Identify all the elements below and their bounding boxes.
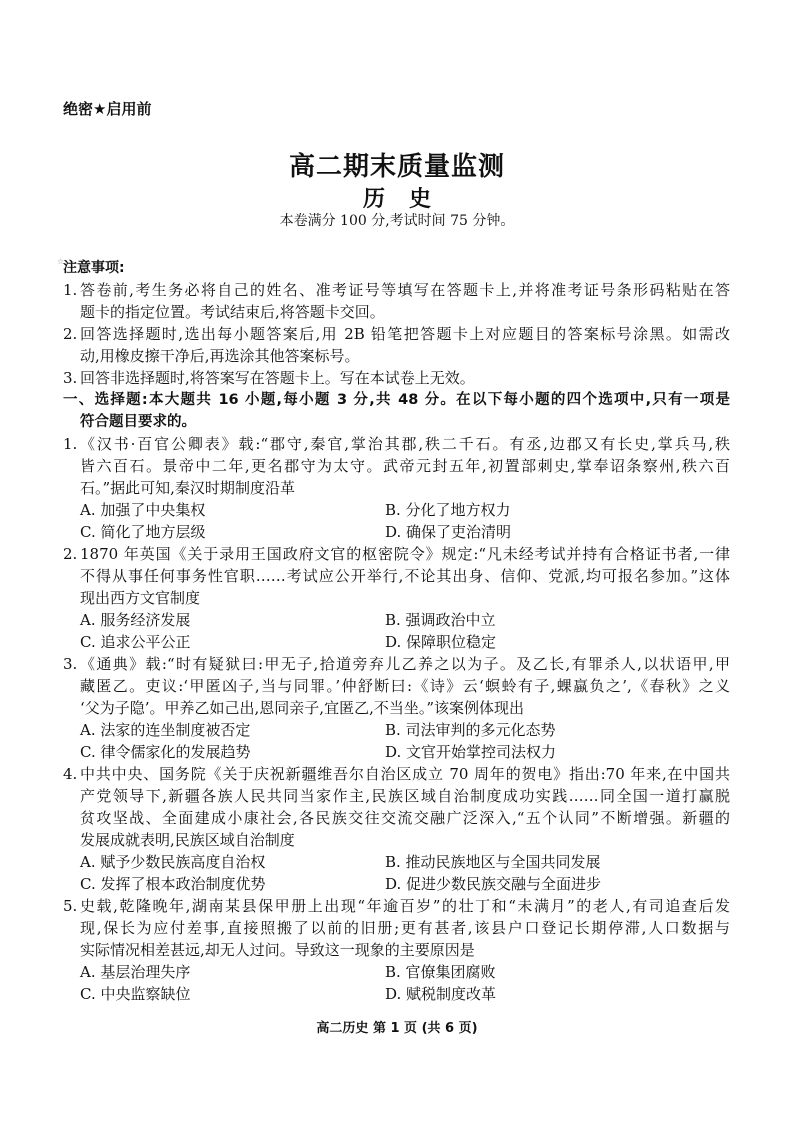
star-mark-icon: ☆ [57,257,65,266]
text-line: 藏匿乙。吏议:‘甲匿凶子,当与同罪。’仲舒断曰:《诗》云‘螟蛉有子,蜾蠃负之’,《春秋》之义 [80,677,730,695]
question-3 [63,653,730,763]
notice-list [63,279,730,389]
option-d: D. 促进少数民族交融与全面进步 [385,875,602,893]
question-list [63,433,730,1005]
text-line: 《汉书·百官公卿表》载:“郡守,秦官,掌治其郡,秩二千石。有丞,边郡又有长史,掌兵马,秩 [80,435,730,453]
text-line: 贫攻坚战、全面建成小康社会,各民族交往交流交融广泛深入,“五个认同”不断增强。新疆的 [80,809,730,827]
item-number: 2. [63,325,78,343]
text-line: 现出西方文官制度 [80,589,201,607]
text-line: 回答非选择题时,将答案写在答题卡上。写在本试卷上无效。 [80,369,475,387]
text-line: ‘父为子隐’。甲养乙如己出,恩同亲子,宜匿乙,不当坐。”该案例体现出 [80,699,525,717]
option-b: B. 分化了地方权力 [385,501,511,519]
option-d: D. 确保了吏治清明 [385,523,512,541]
option-b: B. 推动民族地区与全国共同发展 [385,853,601,871]
text-line: 回答选择题时,选出每小题答案后,用 2B 铅笔把答题卡上对应题目的答案标号涂黑。如需改 [80,325,730,343]
notice-item [63,323,730,367]
option-d: D. 文官开始掌控司法权力 [385,743,557,761]
option-c: C. 律令儒家化的发展趋势 [80,743,251,761]
item-number: 1. [63,281,78,299]
option-a: A. 赋予少数民族高度自治权 [80,853,266,871]
question-number: 4. [63,765,78,783]
text-line: 1870 年英国《关于录用王国政府文官的枢密院令》规定:“凡未经考试并持有合格证书者,一律 [80,545,730,563]
question-2 [63,543,730,653]
text-line: 史载,乾隆晚年,湖南某县保甲册上出现“年逾百岁”的壮丁和“未满月”的老人,有司追查后发 [80,897,730,915]
notice-title-text: 注意事项: [63,260,125,276]
text-line: 题卡的指定位置。考试结束后,将答题卡交回。 [80,303,385,321]
confidential-label: 绝密★启用前 [63,100,152,118]
question-1 [63,433,730,543]
text-line: 石。”据此可知,秦汉时期制度沿革 [80,479,295,497]
text-line: 产党领导下,新疆各族人民共同当家作主,民族区域自治制度成功实践……同全国一道打赢脱 [80,787,730,805]
option-b: B. 官僚集团腐败 [385,963,496,981]
options-grid [80,609,730,653]
option-d: D. 赋税制度改革 [385,985,497,1003]
exam-body [57,257,730,1005]
options-grid [80,961,730,1005]
question-number: 1. [63,435,78,453]
option-a: A. 法家的连坐制度被否定 [80,721,251,739]
options-grid [80,851,730,895]
exam-info: 本卷满分 100 分,考试时间 75 分钟。 [279,213,515,229]
text-line: 中共中央、国务院《关于庆祝新疆维吾尔自治区成立 70 周年的贺电》指出:70 年来,在中国共 [80,765,730,783]
option-c: C. 简化了地方层级 [80,523,206,541]
option-c: C. 追求公平公正 [80,633,191,651]
exam-title: 高二期末质量监测 [288,152,505,182]
option-b: B. 司法审判的多元化态势 [385,721,556,739]
question-number: 3. [63,655,78,673]
text-line: 实际情况相差甚远,却无人过问。导致这一现象的主要原因是 [80,941,475,959]
text-line: 《通典》载:“时有疑狱曰:甲无子,拾道旁弃儿乙养之以为子。及乙长,有罪杀人,以状语甲,甲 [80,655,730,673]
option-d: D. 保障职位稳定 [385,633,497,651]
page-footer: 高二历史 第 1 页 (共 6 页) [316,1021,478,1036]
options-grid [80,499,730,543]
option-a: A. 服务经济发展 [80,611,191,629]
option-b: B. 强调政治中立 [385,611,496,629]
subject-char: 历 [362,187,385,212]
text-line: 答卷前,考生务必将自己的姓名、准考证号等填写在答题卡上,并将准考证号条形码粘贴在答 [80,281,730,299]
option-c: C. 中央监察缺位 [80,985,191,1003]
question-number: 5. [63,897,78,915]
text-line: 发展成就表明,民族区域自治制度 [80,831,295,849]
text-line: 现,保长为应付差事,直接照搬了以前的旧册;更有甚者,该县户口登记长期停滞,人口数据与 [80,919,730,937]
notice-title [57,257,730,279]
text-line: 皆六百石。景帝中二年,更名郡守为太守。武帝元封五年,初置部刺史,掌奉诏条察州,秩六百 [80,457,730,475]
option-c: C. 发挥了根本政治制度优势 [80,875,266,893]
text-line: 动,用橡皮擦干净后,再选涂其他答案标号。 [80,347,360,365]
subject-char: 史 [409,187,432,212]
text-line: 不得从事任何事务性官职……考试应公开举行,不论其出身、信仰、党派,均可报名参加。”这体 [80,567,730,585]
option-a: A. 基层治理失序 [80,963,191,981]
question-number: 2. [63,545,78,563]
options-grid [80,719,730,763]
question-5 [63,895,730,1005]
notice-item [63,279,730,323]
section-heading [63,389,730,433]
option-a: A. 加强了中央集权 [80,501,206,519]
item-number: 3. [63,369,78,387]
subject-title [0,182,794,213]
question-4 [63,763,730,895]
text-line: 符合题目要求的。 [80,414,196,430]
notice-item [63,367,730,389]
text-line: 一、选择题:本大题共 16 小题,每小题 3 分,共 48 分。在以下每小题的四个选项中,只有一项是 [63,392,730,408]
